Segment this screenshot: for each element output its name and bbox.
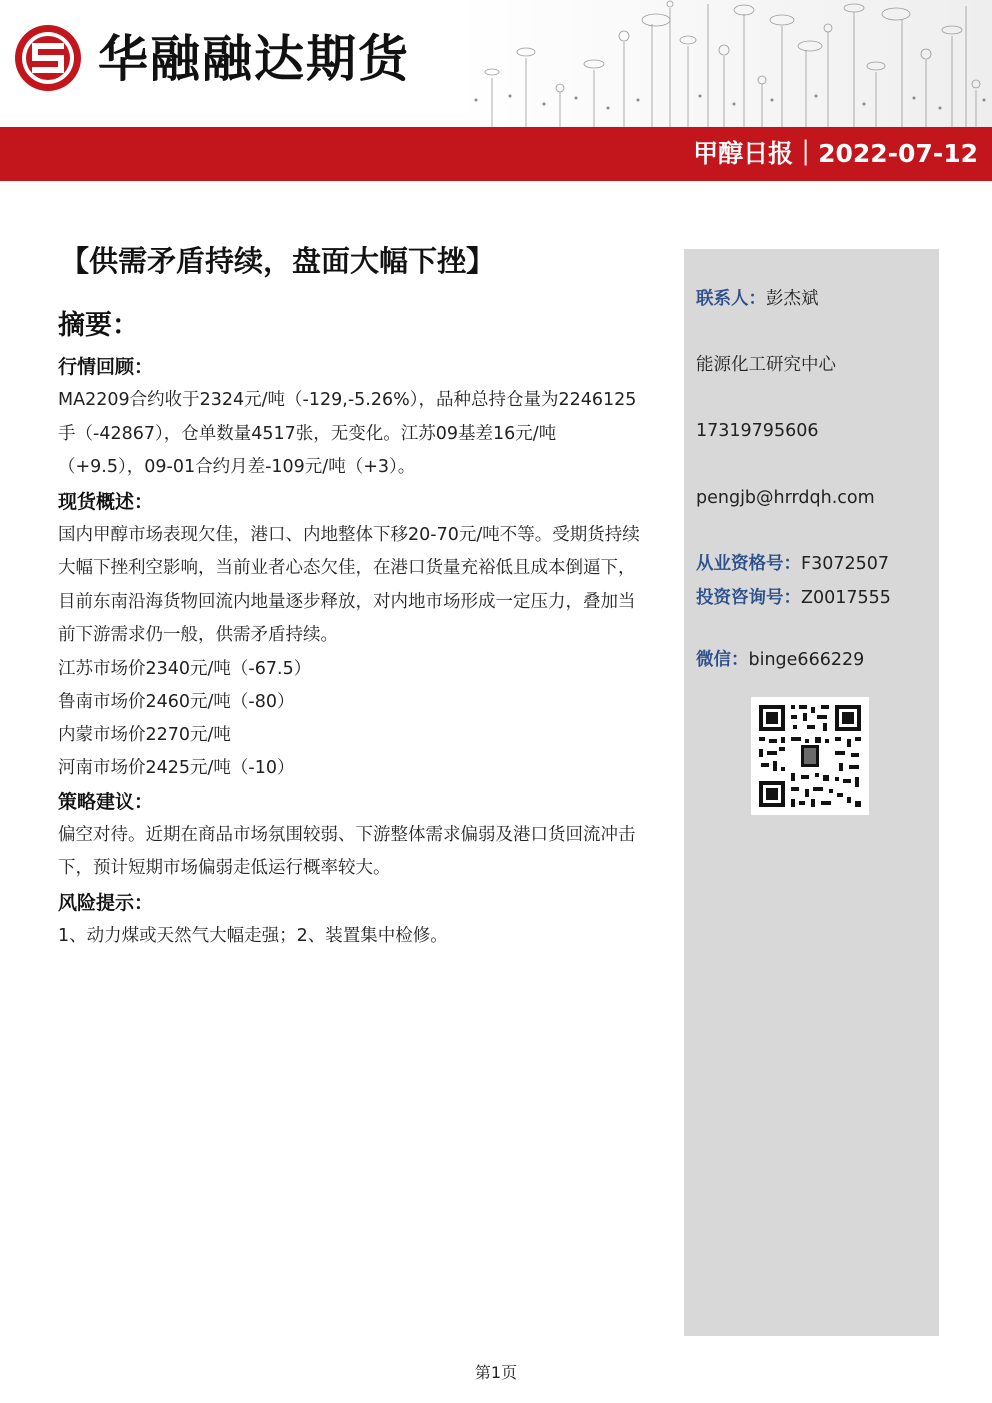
qualification-label: 从业资格号：	[696, 554, 801, 574]
market-price-jiangsu: 江苏市场价2340元/吨（-67.5）	[58, 658, 312, 679]
spot-overview-title: 现货概述：	[58, 490, 154, 513]
email-address: pengjb@hrrdqh.com	[696, 488, 875, 508]
headline: 【供需矛盾持续，盘面大幅下挫】	[60, 244, 496, 278]
contact-row	[696, 286, 819, 312]
company-logo	[12, 22, 84, 94]
consult-row	[696, 585, 891, 611]
contact-sidebar	[684, 249, 939, 1336]
market-review-title: 行情回顾：	[58, 356, 154, 378]
contact-name: 彭杰斌	[766, 289, 819, 309]
strategy-title: 策略建议：	[58, 790, 154, 813]
department: 能源化工研究中心	[696, 355, 836, 375]
wechat-id: binge666229	[748, 650, 865, 670]
consult-number: Z0017555	[801, 588, 891, 608]
qualification-number: F3072507	[801, 554, 890, 574]
wechat-row	[696, 647, 864, 673]
risk-title: 风险提示：	[58, 891, 154, 914]
consult-label: 投资咨询号：	[696, 588, 801, 608]
risk-text: 1、动力煤或天然气大幅走强；2、装置集中检修。	[58, 925, 448, 946]
wechat-qr-code-icon	[751, 697, 869, 815]
strategy-text: 偏空对待。近期在商品市场氛围较弱、下游整体需求偏弱及港口货回流冲击下，预计短期市场偏弱走低运行概率较大。	[58, 824, 636, 878]
phone-number: 17319795606	[696, 421, 819, 441]
qualification-row	[696, 551, 889, 577]
summary-title: 摘要：	[58, 310, 139, 341]
report-title: 甲醇日报｜2022-07-12	[693, 139, 978, 168]
brand-name: 华融融达期货	[98, 30, 410, 88]
market-price-henan: 河南市场价2425元/吨（-10）	[58, 757, 295, 778]
page-number: 第1页	[474, 1363, 518, 1382]
market-price-neimeng: 内蒙市场价2270元/吨	[58, 724, 231, 745]
wechat-label: 微信：	[696, 650, 749, 670]
main-content	[58, 350, 642, 953]
market-price-lunan: 鲁南市场价2460元/吨（-80）	[58, 691, 295, 712]
spot-overview-text: 国内甲醇市场表现欠佳，港口、内地整体下移20-70元/吨不等。受期货持续大幅下挫利空影响，当前业者心态欠佳，在港口货量充裕低且成本倒逼下，目前东南沿海货物回流内地量逐步释放，对内地市场形成一定压力，叠加当前下游需求仍一般，供需矛盾持续。	[58, 524, 640, 645]
contact-label: 联系人：	[696, 289, 766, 309]
market-review-text: MA2209合约收于2324元/吨（-129,-5.26%），品种总持仓量为2246125手（-42867），仓单数量4517张，无变化。江苏09基差16元/吨（+9.5），09-01合约月差-109元/吨（+3）。	[58, 390, 637, 477]
header-decoration	[456, 0, 992, 128]
